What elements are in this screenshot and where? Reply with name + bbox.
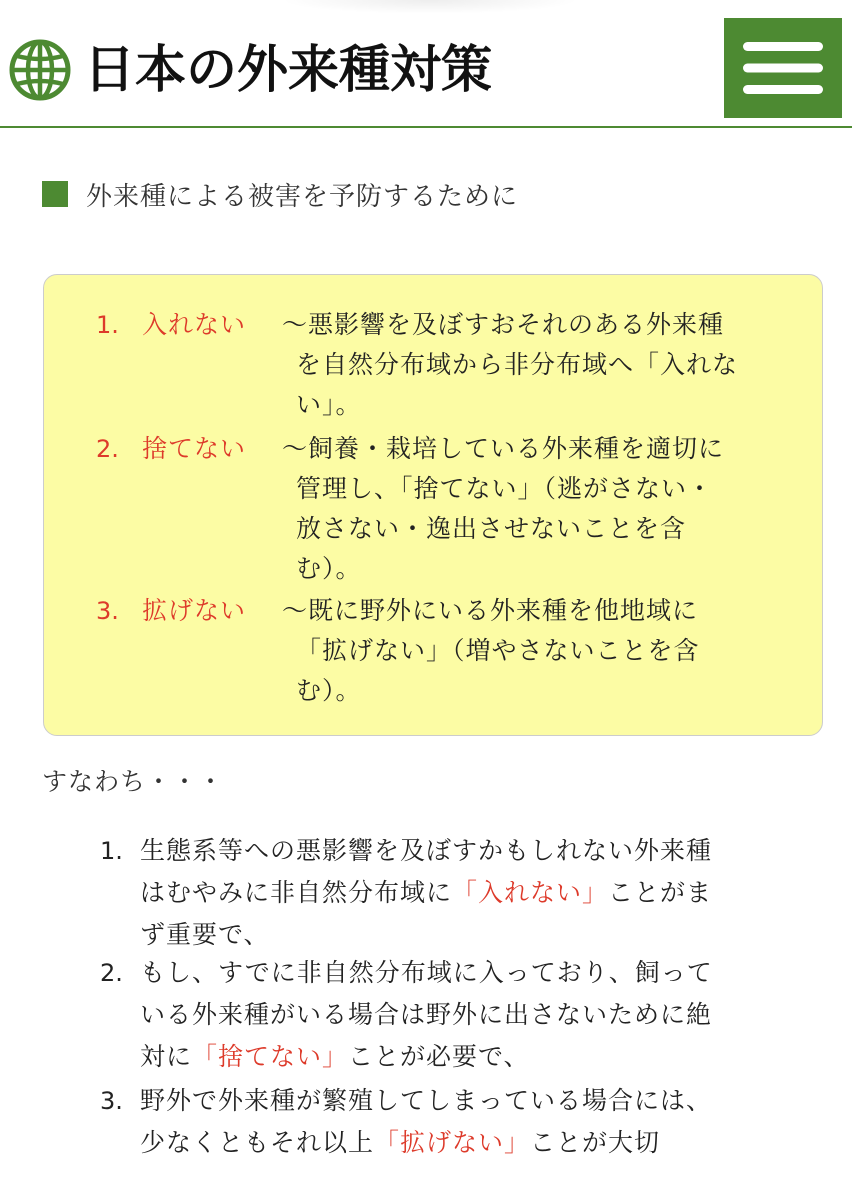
square-bullet-icon (42, 181, 68, 207)
list-line: 野外で外来種が繁殖してしまっている場合には、 (140, 1086, 713, 1115)
description-line: ～飼養・栽培している外来種を適切に (282, 434, 725, 463)
list-line-text: はむやみに非自然分布域に (140, 878, 453, 907)
section-heading-text: 外来種による被害を予防するために (86, 181, 519, 212)
description-line: を自然分布域から非分布域へ「入れな (296, 350, 739, 379)
list-line: いる外来種がいる場合は野外に出さないために絶 (140, 1000, 713, 1029)
list-line-text: ことがま (608, 878, 713, 907)
list-line (140, 872, 780, 914)
list-line: もし、すでに非自然分布域に入っており、飼って (140, 958, 713, 987)
list-line (140, 1036, 780, 1078)
list-text (140, 830, 780, 956)
section-heading (42, 176, 518, 212)
principle-number: 2. (96, 435, 119, 463)
principle-number: 1. (96, 311, 119, 339)
principles-box (43, 274, 823, 736)
site-title[interactable]: 日本の外来種対策 (84, 40, 493, 100)
list-line-text: 対に (140, 1042, 193, 1071)
description-line: 放さない・逸出させないことを含 (296, 514, 687, 543)
principle-keyword: 捨てない (142, 434, 247, 463)
list-line-text: 少なくともそれ以上 (140, 1128, 375, 1157)
list-line-text: ことが大切 (530, 1128, 661, 1157)
summary-intro: すなわち・・・ (42, 767, 225, 796)
globe-icon (8, 38, 72, 102)
principle-keyword: 拡げない (142, 596, 247, 625)
highlight-keyword: 「捨てない」 (192, 1042, 349, 1071)
list-line: ず重要で、 (140, 920, 270, 949)
list-number: 1. (100, 837, 123, 865)
principle-description (282, 429, 782, 589)
description-line: ～悪影響を及ぼすおそれのある外来種 (282, 310, 725, 339)
site-header (0, 0, 852, 128)
list-line-text: ことが必要で、 (348, 1042, 530, 1071)
highlight-keyword: 「拡げない」 (374, 1128, 531, 1157)
description-line: む）。 (296, 676, 362, 705)
list-number: 3. (100, 1087, 123, 1115)
principle-keyword: 入れない (142, 310, 247, 339)
hamburger-menu-button[interactable] (724, 18, 842, 118)
list-text (140, 952, 780, 1078)
description-line: む）。 (296, 554, 362, 583)
list-line: 生態系等への悪影響を及ぼすかもしれない外来種 (140, 836, 713, 865)
description-line: い」。 (296, 390, 362, 419)
highlight-keyword: 「入れない」 (452, 878, 609, 907)
list-number: 2. (100, 959, 123, 987)
principle-number: 3. (96, 597, 119, 625)
list-line (140, 1122, 780, 1164)
description-line: 管理し、「捨てない」（逃がさない・ (296, 474, 714, 503)
principle-description (282, 305, 782, 425)
hamburger-menu-icon (743, 42, 823, 94)
description-line: 「拡げない」（増やさないことを含 (296, 636, 700, 665)
description-line: ～既に野外にいる外来種を他地域に (282, 596, 699, 625)
principle-description (282, 591, 782, 711)
list-text (140, 1080, 780, 1164)
